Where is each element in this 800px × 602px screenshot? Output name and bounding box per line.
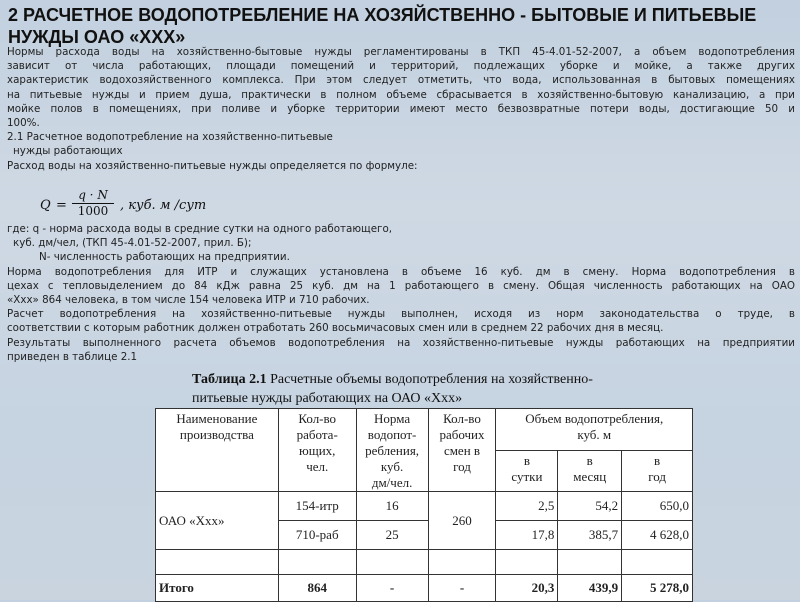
norm-line: цехах с тепловыделением до 84 кДж равна 25 куб. дм на 1 работающего в смену. Общая численность работающих на ОАО — [7, 279, 795, 292]
intro-line: Нормы расхода воды на хозяйственно-бытовые нужды регламентированы в ТКП 45-4.01-52-2007, а объем водопотребления — [7, 46, 795, 58]
title-line-2: НУЖДЫ ОАО «ХХХ» — [8, 27, 186, 47]
cell-norm: 16 — [356, 492, 428, 521]
intro-block — [7, 45, 795, 173]
formula-numerator: q · N — [72, 188, 114, 204]
page-title — [8, 4, 788, 48]
header-volume: Объем водопотребления, куб. м — [496, 409, 693, 451]
total-year: 5 278,0 — [622, 575, 693, 602]
total-count: 864 — [278, 575, 356, 602]
cell-year: 4 628,0 — [622, 521, 693, 550]
intro-line: зависит от числа работающих, площади помещений и территорий, подлежащих уборке и мойке, а также других — [7, 60, 795, 73]
formula-denominator: 1000 — [77, 204, 109, 218]
cell-day: 2,5 — [496, 492, 558, 521]
caption-text: Расчетные объемы водопотребления на хозяйственно- — [266, 372, 593, 387]
table-header-row — [156, 409, 693, 451]
header-per-month: в месяц — [558, 450, 622, 492]
results-line: приведен в таблице 2.1 — [7, 350, 138, 363]
where-line: N- численность работающих на предприятии. — [39, 251, 290, 264]
total-month: 439,9 — [558, 575, 622, 602]
header-name: Наименование производства — [156, 409, 279, 492]
cell-year: 650,0 — [622, 492, 693, 521]
formula-fraction — [72, 188, 114, 219]
table-row — [156, 492, 693, 521]
cell-count: 710-раб — [278, 521, 356, 550]
water-consumption-table — [155, 408, 693, 602]
results-line: Результаты выполненного расчета объемов водопотребления на хозяйственно-питьевые нужды работающих на предприятии — [7, 336, 795, 349]
explanation-block — [7, 222, 795, 364]
formula-intro: Расход воды на хозяйственно-питьевые нужды определяется по формуле: — [7, 159, 418, 172]
total-label: Итого — [156, 575, 279, 602]
norm-line: «Ххх» 864 человека, в том числе 154 человека ИТР и 710 рабочих. — [7, 294, 370, 307]
table-caption — [192, 370, 692, 408]
cell-month: 385,7 — [558, 521, 622, 550]
org-name: ОАО «Ххх» — [156, 492, 279, 550]
title-line-1: 2 РАСЧЕТНОЕ ВОДОПОТРЕБЛЕНИЕ НА ХОЗЯЙСТВЕННО - БЫТОВЫЕ И ПИТЬЕВЫЕ — [8, 5, 757, 25]
table-total-row — [156, 575, 693, 602]
where-line: где: q - норма расхода воды в средние сутки на одного работающего, — [7, 223, 393, 235]
total-shifts: - — [428, 575, 496, 602]
calc-line: Расчет водопотребления на хозяйственно-питьевые нужды выполнен, исходя из норм законодательства о труде, в — [7, 308, 795, 321]
intro-line: мойке полов в помещениях, при поливе и уборке территории имеют место безвозвратные потери воды, достигающие 50 и — [7, 102, 795, 115]
intro-line: характеристик водохозяйственного комплекса. При этом следует отметить, что вода, использованная в бытовых помещениях — [7, 74, 795, 87]
total-norm: - — [356, 575, 428, 602]
cell-month: 54,2 — [558, 492, 622, 521]
formula-lhs: Q — [40, 198, 51, 213]
header-shifts: Кол-во рабочих смен в год — [428, 409, 496, 492]
caption-text-cont: питьевые нужды работающих на ОАО «Ххх» — [192, 391, 463, 406]
intro-line: на питьевые нужды и прием душа, практически в полном объеме сбрасывается в хозяйственно-бытовую канализацию, а при — [7, 88, 795, 101]
cell-day: 17,8 — [496, 521, 558, 550]
total-day: 20,3 — [496, 575, 558, 602]
calc-line: соответствии с которым работник должен отработать 260 восьмичасовых смен или в среднем 22 рабочих дня в месяц. — [7, 322, 664, 335]
intro-line: 100%. — [7, 117, 40, 130]
caption-label: Таблица 2.1 — [192, 372, 267, 387]
header-per-year: в год — [622, 450, 693, 492]
cell-norm: 25 — [356, 521, 428, 550]
where-line: куб. дм/чел, (ТКП 45-4.01-52-2007, прил. Б); — [13, 237, 252, 250]
cell-shifts: 260 — [428, 492, 496, 550]
formula-equals: = — [56, 198, 67, 213]
formula-unit: , куб. м /сут — [120, 198, 207, 213]
norm-line: Норма водопотребления для ИТР и служащих установлена в объеме 16 куб. дм в смену. Норма водопотребления в — [7, 265, 795, 278]
header-per-day: в сутки — [496, 450, 558, 492]
table-spacer-row — [156, 550, 693, 575]
header-count: Кол-во работа- ющих, чел. — [278, 409, 356, 492]
header-norm: Норма водопот- ребления, куб. дм/чел. — [356, 409, 428, 492]
section-heading: 2.1 Расчетное водопотребление на хозяйственно-питьевые — [7, 131, 333, 144]
section-heading-cont: нужды работающих — [13, 145, 123, 158]
cell-count: 154-итр — [278, 492, 356, 521]
